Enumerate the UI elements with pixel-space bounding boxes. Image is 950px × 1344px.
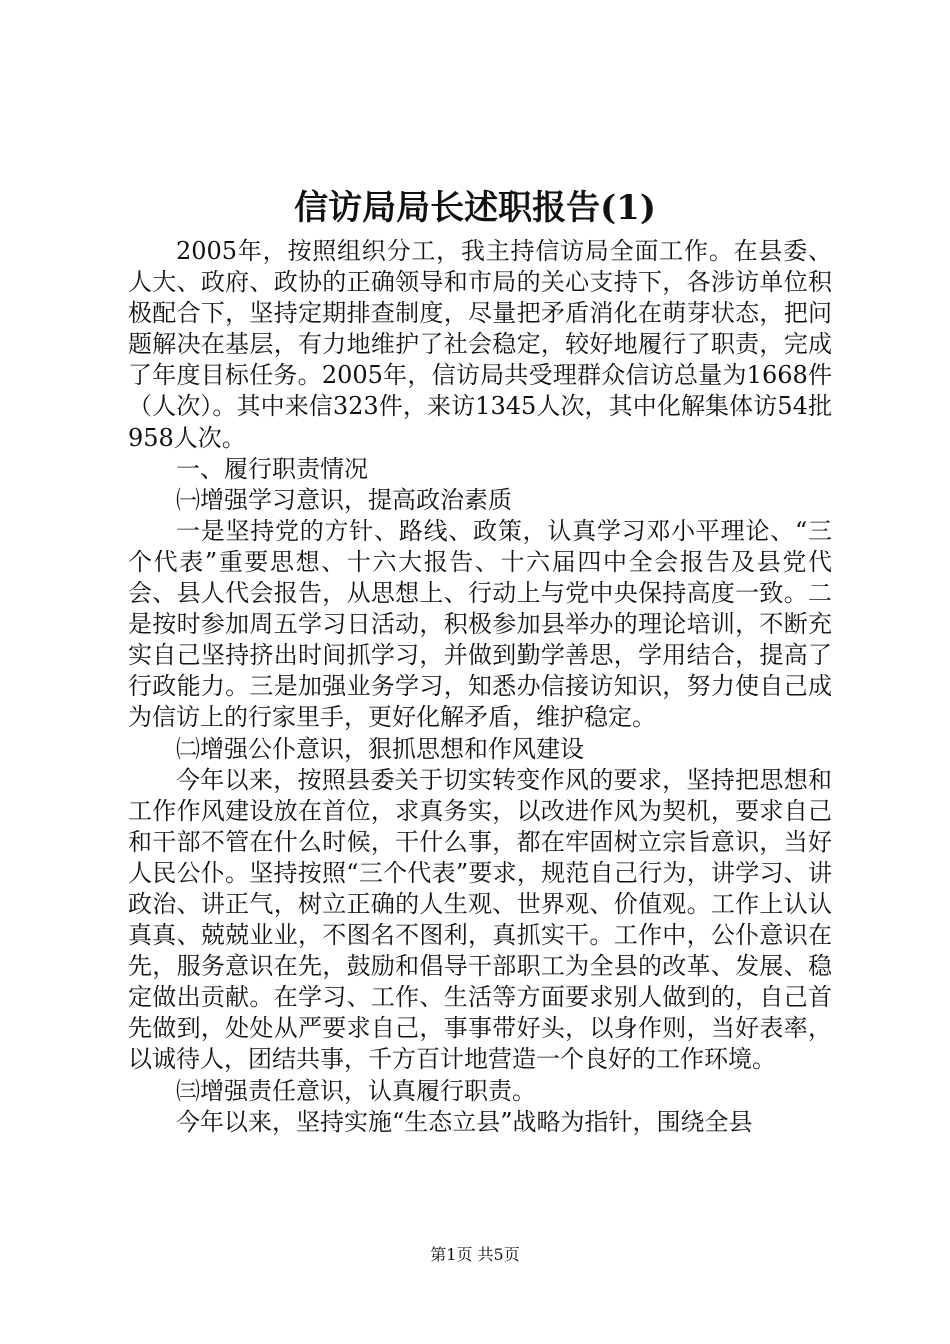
document-body	[128, 236, 832, 1138]
section-heading-1: 一、履行职责情况	[176, 454, 368, 483]
paragraph-intro: 2005年，按照组织分工，我主持信访局全面工作。在县委、人大、政府、政协的正确领导和市局的关心支持下，各涉访单位积极配合下，坚持定期排查制度，尽量把矛盾消化在萌芽状态，把问题解决在基层，有力地维护了社会稳定，较好地履行了职责，完成了年度目标任务。2005年，信访局共受理群众信访总量为1668件（人次）。其中来信323件，来访1345人次，其中化解集体访54批958人次。	[128, 237, 832, 452]
paragraph-study: 一是坚持党的方针、路线、政策，认真学习邓小平理论、“三个代表”重要思想、十六大报告、十六届四中全会报告及县党代会、县人代会报告，从思想上、行动上与党中央保持高度一致。二是按时参加周五学习日活动，积极参加县举办的理论培训，不断充实自己坚持挤出时间抓学习，并做到勤学善思，学用结合，提高了行政能力。三是加强业务学习，知悉办信接访知识，努力使自己成为信访上的行家里手，更好化解矛盾，维护稳定。	[128, 516, 832, 732]
subsection-heading-2: ㈡增强公仆意识，狠抓思想和作风建设	[176, 734, 584, 763]
paragraph-servant: 今年以来，按照县委关于切实转变作风的要求，坚持把思想和工作作风建设放在首位，求真务实，以改进作风为契机，要求自己和干部不管在什么时候，干什么事，都在牢固树立宗旨意识，当好人民公仆。坚持按照“三个代表”要求，规范自己行为，讲学习、讲政治、讲正气，树立正确的人生观、世界观、价值观。工作上认认真真、兢兢业业，不图名不图利，真抓实干。工作中，公仆意识在先，服务意识在先，鼓励和倡导干部职工为全县的改革、发展、稳定做出贡献。在学习、工作、生活等方面要求别人做到的，自己首先做到，处处从严要求自己，事事带好头，以身作则，当好表率，以诚待人，团结共事，千方百计地营造一个良好的工作环境。	[128, 765, 832, 1074]
page-number-footer: 第1页 共5页	[430, 1245, 520, 1264]
subsection-heading-3: ㈢增强责任意识，认真履行职责。	[176, 1076, 536, 1105]
paragraph-responsibility: 今年以来，坚持实施“生态立县”战略为指针，围绕全县	[176, 1107, 753, 1136]
subsection-heading-1: ㈠增强学习意识，提高政治素质	[176, 485, 512, 514]
document-title: 信访局局长述职报告(1)	[294, 188, 656, 228]
